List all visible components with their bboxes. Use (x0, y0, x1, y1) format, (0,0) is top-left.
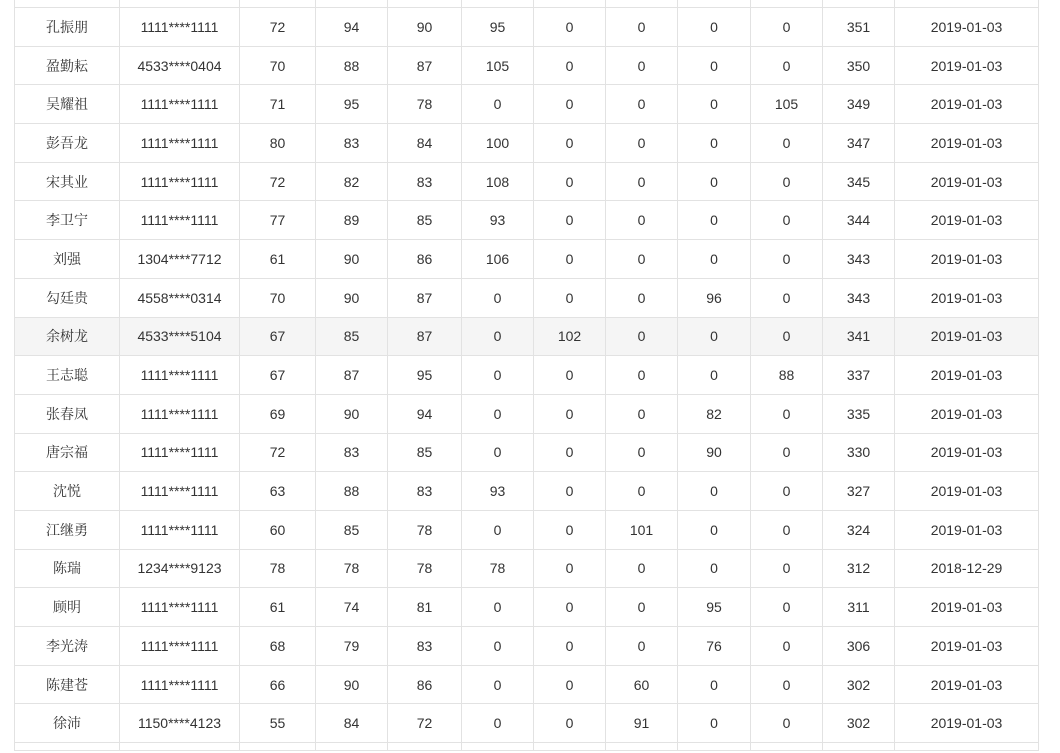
table-row-partial-bottom (14, 743, 1039, 751)
cell-score-1: 80 (240, 124, 316, 163)
partial-cell-score-7 (678, 0, 751, 8)
table-row[interactable] (14, 550, 1039, 589)
table-row[interactable] (14, 163, 1039, 202)
cell-score-6: 0 (606, 163, 678, 202)
cell-id-masked: 1111****1111 (120, 666, 240, 705)
cell-score-6: 0 (606, 627, 678, 666)
cell-score-5: 0 (534, 279, 606, 318)
cell-name: 张春凤 (14, 395, 120, 434)
cell-score-2: 84 (316, 704, 388, 743)
cell-date: 2019-01-03 (895, 395, 1039, 434)
cell-date: 2019-01-03 (895, 666, 1039, 705)
table-row[interactable] (14, 666, 1039, 705)
cell-score-1: 67 (240, 318, 316, 357)
cell-score-7: 0 (678, 511, 751, 550)
cell-id-masked: 4533****0404 (120, 47, 240, 86)
cell-score-6: 0 (606, 434, 678, 473)
cell-total: 350 (823, 47, 895, 86)
cell-score-5: 0 (534, 511, 606, 550)
cell-date: 2019-01-03 (895, 8, 1039, 47)
cell-score-3: 84 (388, 124, 462, 163)
cell-score-3: 78 (388, 550, 462, 589)
cell-score-6: 0 (606, 550, 678, 589)
partial-cell-score-5 (534, 0, 606, 8)
cell-score-1: 72 (240, 163, 316, 202)
cell-name: 吴耀祖 (14, 85, 120, 124)
cell-id-masked: 4558****0314 (120, 279, 240, 318)
cell-score-8: 0 (751, 588, 823, 627)
cell-score-4: 0 (462, 85, 534, 124)
cell-id-masked: 1111****1111 (120, 588, 240, 627)
partial-cell-score-1 (240, 0, 316, 8)
cell-name: 陈瑞 (14, 550, 120, 589)
cell-score-2: 88 (316, 472, 388, 511)
cell-score-7: 95 (678, 588, 751, 627)
cell-score-8: 0 (751, 201, 823, 240)
partial-cell-score-6 (606, 743, 678, 751)
cell-score-3: 83 (388, 472, 462, 511)
cell-score-2: 95 (316, 85, 388, 124)
cell-score-1: 72 (240, 434, 316, 473)
cell-score-4: 95 (462, 8, 534, 47)
cell-score-4: 0 (462, 666, 534, 705)
cell-score-6: 0 (606, 472, 678, 511)
cell-score-6: 0 (606, 47, 678, 86)
cell-total: 345 (823, 163, 895, 202)
cell-total: 324 (823, 511, 895, 550)
partial-cell-score-4 (462, 0, 534, 8)
cell-score-7: 96 (678, 279, 751, 318)
partial-cell-name (14, 0, 120, 8)
cell-score-7: 0 (678, 356, 751, 395)
cell-score-2: 83 (316, 124, 388, 163)
cell-score-2: 85 (316, 318, 388, 357)
cell-date: 2019-01-03 (895, 201, 1039, 240)
cell-score-8: 0 (751, 240, 823, 279)
cell-score-3: 94 (388, 395, 462, 434)
cell-score-6: 101 (606, 511, 678, 550)
cell-score-7: 0 (678, 318, 751, 357)
cell-score-6: 0 (606, 240, 678, 279)
cell-id-masked: 1111****1111 (120, 472, 240, 511)
cell-date: 2019-01-03 (895, 163, 1039, 202)
cell-name: 江继勇 (14, 511, 120, 550)
cell-id-masked: 1111****1111 (120, 395, 240, 434)
partial-cell-score-3 (388, 743, 462, 751)
cell-name: 顾明 (14, 588, 120, 627)
cell-score-1: 70 (240, 47, 316, 86)
cell-score-4: 0 (462, 434, 534, 473)
cell-name: 李卫宁 (14, 201, 120, 240)
cell-score-3: 83 (388, 163, 462, 202)
cell-name: 彭吾龙 (14, 124, 120, 163)
cell-score-5: 0 (534, 47, 606, 86)
cell-score-4: 108 (462, 163, 534, 202)
cell-score-6: 0 (606, 395, 678, 434)
cell-score-3: 86 (388, 240, 462, 279)
cell-score-4: 78 (462, 550, 534, 589)
cell-total: 337 (823, 356, 895, 395)
cell-id-masked: 1111****1111 (120, 85, 240, 124)
cell-total: 351 (823, 8, 895, 47)
cell-date: 2019-01-03 (895, 318, 1039, 357)
cell-score-5: 0 (534, 550, 606, 589)
cell-score-3: 85 (388, 434, 462, 473)
cell-name: 宋其业 (14, 163, 120, 202)
table-row[interactable] (14, 85, 1039, 124)
cell-score-5: 0 (534, 163, 606, 202)
cell-score-6: 60 (606, 666, 678, 705)
cell-score-4: 93 (462, 472, 534, 511)
cell-id-masked: 1111****1111 (120, 434, 240, 473)
cell-score-7: 0 (678, 201, 751, 240)
cell-score-3: 87 (388, 279, 462, 318)
cell-score-7: 0 (678, 8, 751, 47)
cell-score-3: 87 (388, 318, 462, 357)
cell-score-8: 0 (751, 8, 823, 47)
cell-score-8: 0 (751, 395, 823, 434)
cell-date: 2019-01-03 (895, 279, 1039, 318)
cell-name: 余树龙 (14, 318, 120, 357)
cell-score-1: 68 (240, 627, 316, 666)
cell-score-1: 71 (240, 85, 316, 124)
cell-score-3: 95 (388, 356, 462, 395)
cell-score-5: 0 (534, 395, 606, 434)
cell-score-4: 0 (462, 704, 534, 743)
partial-cell-id-masked (120, 743, 240, 751)
partial-cell-score-3 (388, 0, 462, 8)
partial-cell-score-4 (462, 743, 534, 751)
cell-score-1: 77 (240, 201, 316, 240)
cell-score-7: 0 (678, 666, 751, 705)
cell-total: 343 (823, 279, 895, 318)
partial-cell-score-8 (751, 0, 823, 8)
cell-score-2: 83 (316, 434, 388, 473)
cell-date: 2019-01-03 (895, 356, 1039, 395)
table-row[interactable] (14, 627, 1039, 666)
cell-score-1: 66 (240, 666, 316, 705)
cell-score-5: 0 (534, 85, 606, 124)
cell-id-masked: 4533****5104 (120, 318, 240, 357)
cell-score-5: 0 (534, 124, 606, 163)
cell-id-masked: 1111****1111 (120, 627, 240, 666)
cell-score-7: 76 (678, 627, 751, 666)
cell-score-1: 63 (240, 472, 316, 511)
cell-total: 347 (823, 124, 895, 163)
table-row[interactable] (14, 240, 1039, 279)
cell-date: 2019-01-03 (895, 472, 1039, 511)
cell-score-4: 0 (462, 588, 534, 627)
table-row[interactable] (14, 434, 1039, 473)
cell-score-4: 105 (462, 47, 534, 86)
scores-table (14, 0, 1039, 751)
cell-score-4: 106 (462, 240, 534, 279)
cell-name: 李光涛 (14, 627, 120, 666)
cell-date: 2018-12-29 (895, 550, 1039, 589)
cell-score-8: 0 (751, 511, 823, 550)
cell-score-6: 0 (606, 8, 678, 47)
table-row[interactable] (14, 8, 1039, 47)
cell-date: 2019-01-03 (895, 627, 1039, 666)
cell-date: 2019-01-03 (895, 124, 1039, 163)
cell-score-8: 0 (751, 279, 823, 318)
cell-id-masked: 1234****9123 (120, 550, 240, 589)
cell-score-3: 78 (388, 511, 462, 550)
cell-name: 孔振朋 (14, 8, 120, 47)
cell-score-2: 90 (316, 279, 388, 318)
partial-cell-name (14, 743, 120, 751)
cell-score-7: 82 (678, 395, 751, 434)
cell-score-8: 0 (751, 434, 823, 473)
cell-score-5: 102 (534, 318, 606, 357)
cell-score-2: 87 (316, 356, 388, 395)
cell-name: 勾廷贵 (14, 279, 120, 318)
cell-score-7: 0 (678, 472, 751, 511)
cell-total: 311 (823, 588, 895, 627)
cell-name: 盈勤耘 (14, 47, 120, 86)
cell-id-masked: 1111****1111 (120, 163, 240, 202)
cell-date: 2019-01-03 (895, 511, 1039, 550)
partial-cell-score-2 (316, 743, 388, 751)
cell-name: 陈建苍 (14, 666, 120, 705)
cell-score-6: 0 (606, 124, 678, 163)
cell-score-4: 100 (462, 124, 534, 163)
cell-score-4: 0 (462, 627, 534, 666)
partial-cell-score-2 (316, 0, 388, 8)
cell-total: 327 (823, 472, 895, 511)
cell-score-4: 93 (462, 201, 534, 240)
cell-total: 343 (823, 240, 895, 279)
cell-score-3: 90 (388, 8, 462, 47)
cell-name: 沈悦 (14, 472, 120, 511)
cell-total: 306 (823, 627, 895, 666)
cell-score-8: 0 (751, 550, 823, 589)
cell-date: 2019-01-03 (895, 240, 1039, 279)
cell-score-8: 0 (751, 472, 823, 511)
cell-score-2: 74 (316, 588, 388, 627)
cell-score-8: 0 (751, 666, 823, 705)
cell-date: 2019-01-03 (895, 434, 1039, 473)
cell-name: 唐宗福 (14, 434, 120, 473)
cell-score-6: 0 (606, 356, 678, 395)
table-row[interactable] (14, 356, 1039, 395)
cell-id-masked: 1304****7712 (120, 240, 240, 279)
partial-cell-id-masked (120, 0, 240, 8)
cell-total: 302 (823, 666, 895, 705)
cell-score-3: 83 (388, 627, 462, 666)
cell-name: 徐沛 (14, 704, 120, 743)
partial-cell-total (823, 0, 895, 8)
partial-cell-total (823, 743, 895, 751)
cell-id-masked: 1111****1111 (120, 124, 240, 163)
cell-score-2: 78 (316, 550, 388, 589)
cell-score-8: 0 (751, 163, 823, 202)
cell-score-4: 0 (462, 279, 534, 318)
cell-score-6: 0 (606, 85, 678, 124)
cell-score-8: 0 (751, 627, 823, 666)
cell-score-3: 85 (388, 201, 462, 240)
table-row-partial-top (14, 0, 1039, 8)
cell-total: 349 (823, 85, 895, 124)
cell-score-2: 90 (316, 240, 388, 279)
cell-id-masked: 1111****1111 (120, 356, 240, 395)
cell-score-3: 78 (388, 85, 462, 124)
partial-cell-score-8 (751, 743, 823, 751)
cell-score-2: 94 (316, 8, 388, 47)
cell-score-7: 0 (678, 163, 751, 202)
table-row[interactable] (14, 472, 1039, 511)
cell-total: 344 (823, 201, 895, 240)
cell-score-5: 0 (534, 201, 606, 240)
cell-score-2: 88 (316, 47, 388, 86)
cell-score-5: 0 (534, 666, 606, 705)
cell-id-masked: 1111****1111 (120, 8, 240, 47)
cell-score-5: 0 (534, 240, 606, 279)
table-row[interactable] (14, 704, 1039, 743)
cell-score-6: 0 (606, 279, 678, 318)
cell-score-1: 67 (240, 356, 316, 395)
table-row[interactable] (14, 318, 1039, 357)
cell-date: 2019-01-03 (895, 47, 1039, 86)
cell-score-6: 0 (606, 318, 678, 357)
cell-score-3: 87 (388, 47, 462, 86)
table-row[interactable] (14, 588, 1039, 627)
table-row[interactable] (14, 395, 1039, 434)
cell-score-5: 0 (534, 434, 606, 473)
cell-score-1: 69 (240, 395, 316, 434)
cell-score-2: 89 (316, 201, 388, 240)
partial-cell-score-5 (534, 743, 606, 751)
partial-cell-date (895, 743, 1039, 751)
cell-score-4: 0 (462, 318, 534, 357)
cell-score-6: 0 (606, 201, 678, 240)
partial-cell-score-7 (678, 743, 751, 751)
table-row[interactable] (14, 201, 1039, 240)
cell-score-8: 105 (751, 85, 823, 124)
cell-name: 王志聪 (14, 356, 120, 395)
cell-score-1: 70 (240, 279, 316, 318)
cell-score-8: 0 (751, 47, 823, 86)
cell-score-5: 0 (534, 8, 606, 47)
cell-score-1: 78 (240, 550, 316, 589)
cell-total: 312 (823, 550, 895, 589)
cell-score-7: 0 (678, 550, 751, 589)
partial-cell-date (895, 0, 1039, 8)
cell-score-3: 86 (388, 666, 462, 705)
cell-score-5: 0 (534, 472, 606, 511)
cell-score-5: 0 (534, 356, 606, 395)
cell-score-3: 72 (388, 704, 462, 743)
table-row[interactable] (14, 124, 1039, 163)
cell-score-8: 0 (751, 318, 823, 357)
cell-score-1: 61 (240, 588, 316, 627)
cell-total: 330 (823, 434, 895, 473)
cell-score-5: 0 (534, 704, 606, 743)
cell-date: 2019-01-03 (895, 588, 1039, 627)
cell-score-3: 81 (388, 588, 462, 627)
cell-score-1: 55 (240, 704, 316, 743)
cell-score-7: 0 (678, 124, 751, 163)
cell-score-4: 0 (462, 395, 534, 434)
cell-score-2: 90 (316, 666, 388, 705)
cell-date: 2019-01-03 (895, 85, 1039, 124)
cell-score-5: 0 (534, 588, 606, 627)
cell-score-4: 0 (462, 511, 534, 550)
cell-date: 2019-01-03 (895, 704, 1039, 743)
cell-id-masked: 1111****1111 (120, 511, 240, 550)
cell-score-8: 0 (751, 124, 823, 163)
cell-score-6: 0 (606, 588, 678, 627)
cell-name: 刘强 (14, 240, 120, 279)
cell-score-2: 90 (316, 395, 388, 434)
table-row[interactable] (14, 511, 1039, 550)
cell-score-2: 82 (316, 163, 388, 202)
cell-score-1: 60 (240, 511, 316, 550)
table-row[interactable] (14, 279, 1039, 318)
cell-score-7: 0 (678, 240, 751, 279)
cell-score-8: 0 (751, 704, 823, 743)
cell-score-4: 0 (462, 356, 534, 395)
cell-score-7: 0 (678, 85, 751, 124)
cell-score-5: 0 (534, 627, 606, 666)
cell-total: 341 (823, 318, 895, 357)
cell-score-7: 90 (678, 434, 751, 473)
cell-score-2: 79 (316, 627, 388, 666)
cell-score-7: 0 (678, 704, 751, 743)
cell-score-1: 61 (240, 240, 316, 279)
cell-id-masked: 1150****4123 (120, 704, 240, 743)
partial-cell-score-6 (606, 0, 678, 8)
cell-total: 302 (823, 704, 895, 743)
cell-score-1: 72 (240, 8, 316, 47)
cell-score-7: 0 (678, 47, 751, 86)
partial-cell-score-1 (240, 743, 316, 751)
cell-total: 335 (823, 395, 895, 434)
cell-score-8: 88 (751, 356, 823, 395)
table-row[interactable] (14, 47, 1039, 86)
cell-score-6: 91 (606, 704, 678, 743)
cell-id-masked: 1111****1111 (120, 201, 240, 240)
cell-score-2: 85 (316, 511, 388, 550)
